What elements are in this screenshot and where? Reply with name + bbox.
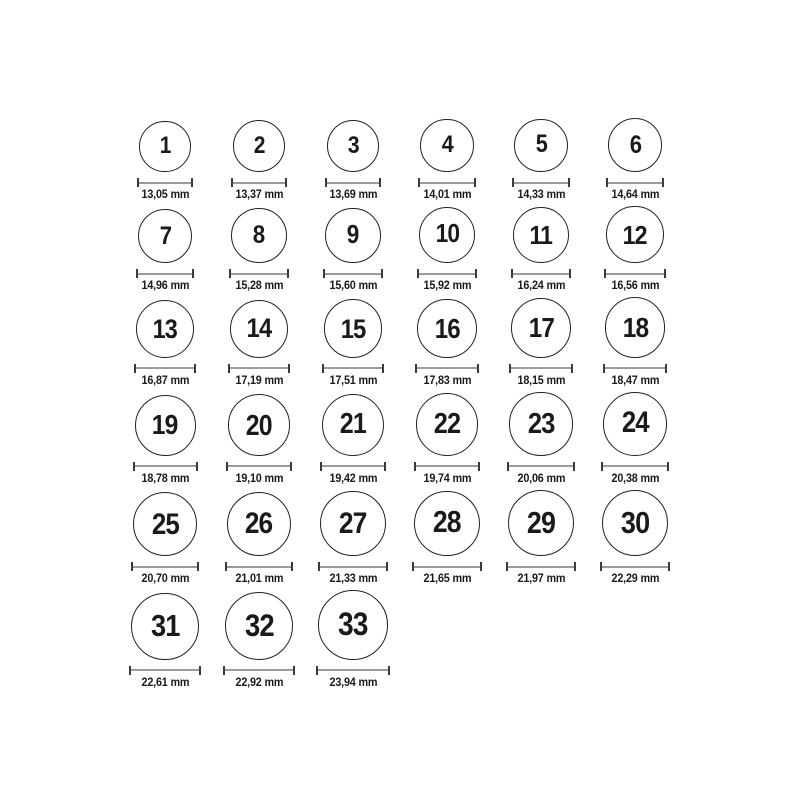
diameter-label: 16,87 mm [141,374,189,387]
measure-tick-right [382,364,384,373]
diameter-measure [225,562,294,571]
ring-size-number: 20 [246,408,272,441]
ring-size-cell [400,119,494,202]
measure-line [606,273,663,275]
ring-size-row [118,118,682,202]
diameter-measure [325,178,382,187]
ring-circle [608,118,662,172]
diameter-label: 18,47 mm [611,374,659,387]
measure-tick-right [287,269,289,278]
ring-size-number: 31 [150,607,180,643]
diameter-label: 16,24 mm [517,280,565,293]
ring-circle [514,119,568,173]
measure-tick-right [574,562,576,571]
diameter-measure [507,462,574,471]
measure-tick-right [196,462,198,471]
measure-line [509,465,572,467]
ring-size-number: 21 [339,408,367,441]
diameter-measure [137,178,193,187]
measure-tick-right [474,178,476,187]
measure-line [322,465,384,467]
ring-size-number: 23 [527,407,555,440]
ring-size-cell [212,592,306,690]
measure-tick-right [199,666,201,675]
ring-size-number: 9 [347,220,359,249]
diameter-label: 15,92 mm [423,280,471,293]
ring-size-cell [306,590,400,690]
ring-circle [602,490,669,557]
diameter-measure [134,364,196,373]
measure-tick-right [568,178,570,187]
ring-circle [420,119,473,172]
measure-tick-right [477,364,479,373]
ring-size-row [118,206,682,293]
measure-line [608,182,662,184]
ring-size-cell [306,299,400,388]
ring-size-cell [494,119,588,203]
ring-size-number: 30 [620,504,650,540]
ring-size-cell [588,392,682,486]
measure-line [139,182,191,184]
diameter-label: 22,61 mm [141,676,189,689]
diameter-label: 21,01 mm [235,573,283,586]
ring-circle [228,394,290,456]
measure-tick-right [381,269,383,278]
ring-circle [603,392,667,456]
ring-size-number: 14 [246,313,272,344]
measure-line [135,465,196,467]
diameter-measure [604,269,665,278]
diameter-label: 21,97 mm [517,573,565,586]
diameter-label: 13,05 mm [141,189,189,202]
measure-line [131,669,198,671]
diameter-measure [418,178,475,187]
ring-circle [230,300,288,358]
measure-line [417,367,476,369]
measure-line [414,566,480,568]
measure-line [136,367,194,369]
ring-circle [325,208,381,264]
measure-line [320,566,385,568]
diameter-measure [316,666,390,675]
ring-size-cell [588,297,682,388]
measure-tick-right [475,269,477,278]
measure-tick-right [386,562,388,571]
measure-tick-right [573,462,575,471]
ring-circle [139,121,191,173]
diameter-measure [131,562,199,571]
measure-line [227,566,292,568]
measure-line [603,465,667,467]
measure-tick-right [569,269,571,278]
ring-size-number: 22 [433,407,461,440]
ring-size-cell [400,299,494,388]
ring-circle [324,299,383,358]
ring-size-cell [118,593,212,690]
measure-line [138,273,193,275]
ring-circle [322,394,384,456]
diameter-measure [231,178,287,187]
diameter-measure [226,462,292,471]
measure-line [508,566,574,568]
ring-size-row [118,590,682,690]
measure-tick-right [293,666,295,675]
ring-size-cell [212,300,306,388]
ring-size-number: 10 [435,220,459,249]
ring-circle [511,298,571,358]
measure-tick-right [480,562,482,571]
diameter-label: 19,42 mm [329,472,377,485]
measure-tick-right [662,178,664,187]
ring-size-number: 25 [151,507,179,541]
ring-size-number: 16 [434,312,460,344]
ring-size-cell [494,392,588,485]
ring-size-cell [400,491,494,587]
ring-size-row [118,490,682,587]
diameter-label: 13,37 mm [235,189,283,202]
ring-size-number: 33 [338,606,368,643]
measure-line [419,273,475,275]
diameter-measure [133,462,198,471]
diameter-label: 21,33 mm [329,573,377,586]
measure-line [228,465,290,467]
ring-circle [225,592,293,660]
ring-size-cell [306,120,400,203]
diameter-measure [323,269,383,278]
ring-size-cell [212,492,306,587]
measure-tick-right [288,364,290,373]
measure-line [324,367,383,369]
ring-size-cell [212,208,306,293]
ring-circle [320,491,385,556]
ring-size-cell [494,490,588,586]
diameter-label: 20,06 mm [517,472,565,485]
ring-size-number: 8 [253,221,265,250]
diameter-measure [417,269,477,278]
ring-size-cell [118,209,212,294]
diameter-measure [601,462,669,471]
diameter-label: 17,51 mm [329,374,377,387]
diameter-measure [229,269,288,278]
measure-line [420,182,473,184]
measure-line [230,367,288,369]
measure-line [133,566,197,568]
ring-size-cell [400,393,494,486]
measure-tick-right [384,462,386,471]
ring-size-cell [306,491,400,586]
ring-circle [231,208,286,263]
diameter-measure [223,666,295,675]
measure-tick-right [664,269,666,278]
measure-tick-right [290,462,292,471]
measure-tick-right [379,178,381,187]
ring-size-number: 19 [152,409,178,441]
ring-circle [509,392,572,455]
measure-tick-right [192,269,194,278]
diameter-label: 18,78 mm [141,472,189,485]
measure-tick-right [388,666,390,675]
measure-tick-right [668,562,670,571]
ring-size-number: 11 [529,220,553,251]
diameter-label: 14,33 mm [517,189,565,202]
measure-line [325,273,381,275]
diameter-measure [318,562,387,571]
ring-circle [318,590,388,660]
measure-line [602,566,669,568]
measure-line [513,273,570,275]
ring-circle [131,593,198,660]
diameter-measure [320,462,386,471]
ring-size-cell [588,490,682,587]
diameter-label: 17,83 mm [423,374,471,387]
ring-size-cell [588,118,682,202]
diameter-measure [511,269,572,278]
ring-size-cell [494,207,588,294]
ring-size-number: 5 [535,131,547,159]
measure-line [318,669,388,671]
ring-circle [419,207,475,263]
diameter-measure [512,178,570,187]
measure-line [511,367,571,369]
diameter-label: 20,38 mm [611,472,659,485]
ring-circle [136,300,194,358]
measure-line [231,273,286,275]
ring-size-number: 7 [159,221,171,250]
ring-size-number: 32 [244,608,274,644]
diameter-label: 17,19 mm [235,374,283,387]
measure-line [233,182,285,184]
ring-circle [606,206,663,263]
diameter-label: 23,94 mm [329,676,377,689]
ring-size-cell [494,298,588,388]
measure-tick-right [191,178,193,187]
ring-size-number: 2 [253,132,265,160]
diameter-measure [412,562,482,571]
measure-tick-right [667,462,669,471]
ring-size-number: 3 [347,131,359,159]
ring-size-number: 15 [340,312,366,344]
ring-circle [227,492,292,557]
diameter-measure [509,364,573,373]
ring-circle [414,491,480,557]
measure-tick-right [665,364,667,373]
ring-circle [605,297,666,358]
ring-size-cell [306,208,400,294]
diameter-label: 19,10 mm [235,472,283,485]
ring-size-cell [400,207,494,293]
ring-size-number: 17 [528,312,554,344]
ring-size-cell [118,492,212,586]
diameter-measure [136,269,195,278]
ring-size-number: 26 [245,507,273,541]
diameter-label: 22,29 mm [611,573,659,586]
ring-size-cell [118,300,212,388]
ring-size-cell [118,121,212,203]
diameter-measure [600,562,671,571]
measure-tick-right [285,178,287,187]
ring-circle [133,492,197,556]
measure-tick-right [571,364,573,373]
diameter-label: 21,65 mm [423,573,471,586]
ring-circle [327,120,380,173]
ring-size-number: 12 [622,219,648,250]
measure-line [514,182,568,184]
ring-circle [513,207,570,264]
ring-size-cell [588,206,682,293]
ring-size-row [118,392,682,486]
diameter-label: 18,15 mm [517,374,565,387]
diameter-label: 15,60 mm [329,280,377,293]
measure-line [327,182,380,184]
measure-line [605,367,666,369]
diameter-label: 20,70 mm [141,573,189,586]
ring-size-number: 28 [433,506,461,540]
ring-size-number: 13 [152,313,178,344]
diameter-label: 22,92 mm [235,676,283,689]
measure-tick-right [291,562,293,571]
measure-line [225,669,293,671]
ring-size-number: 1 [159,132,171,159]
diameter-label: 16,56 mm [611,280,659,293]
measure-tick-right [197,562,199,571]
diameter-measure [228,364,290,373]
ring-size-row [118,297,682,388]
diameter-measure [129,666,200,675]
ring-circle [508,490,574,556]
ring-size-number: 29 [526,505,556,540]
ring-size-cell [306,394,400,486]
diameter-measure [322,364,385,373]
ring-circle [416,393,479,456]
measure-tick-right [478,462,480,471]
ring-size-number: 27 [339,506,367,540]
diameter-label: 13,69 mm [329,189,377,202]
ring-size-number: 24 [621,407,649,440]
diameter-label: 19,74 mm [423,472,471,485]
diameter-measure [606,178,664,187]
ring-circle [138,209,193,264]
ring-circle [417,299,476,358]
diameter-label: 14,01 mm [423,189,471,202]
diameter-label: 15,28 mm [235,280,283,293]
ring-size-cell [212,120,306,202]
ring-circle [233,120,285,172]
ring-size-grid [118,118,682,690]
measure-tick-right [194,364,196,373]
diameter-measure [415,364,478,373]
diameter-measure [414,462,481,471]
measure-line [416,465,479,467]
ring-circle [135,395,196,456]
ring-size-cell [212,394,306,486]
diameter-measure [506,562,576,571]
diameter-label: 14,64 mm [611,189,659,202]
ring-size-number: 4 [441,131,453,159]
diameter-label: 14,96 mm [141,280,189,293]
diameter-measure [603,364,668,373]
ring-size-number: 6 [629,130,641,159]
ring-size-cell [118,395,212,486]
ring-size-number: 18 [622,311,648,343]
